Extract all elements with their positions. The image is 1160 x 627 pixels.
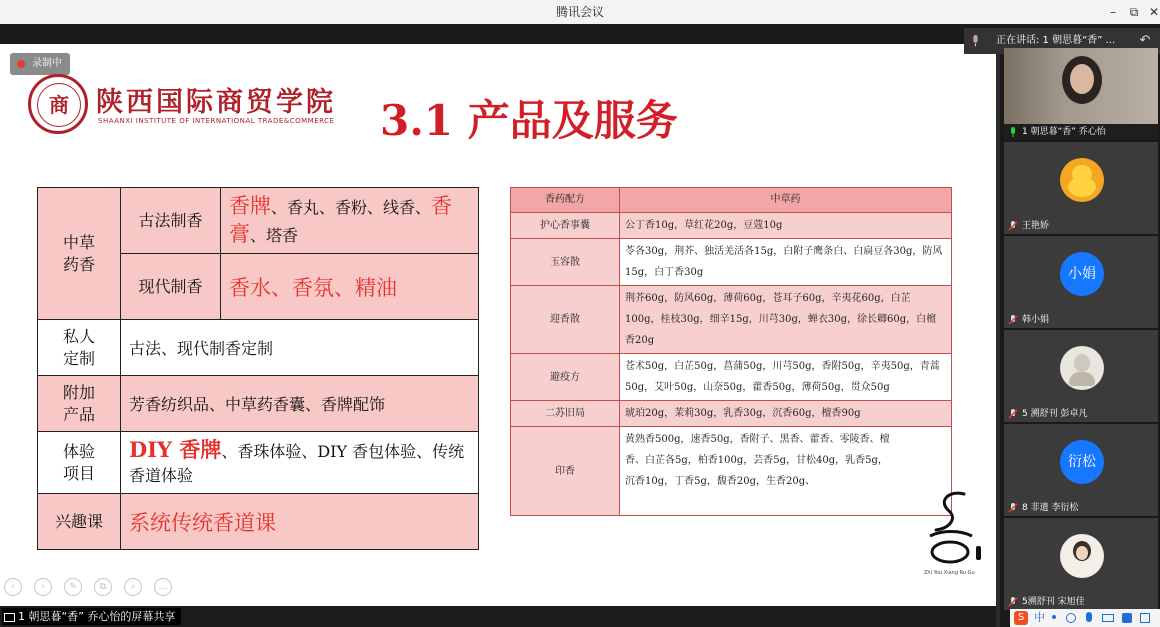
formula-herbs: 公丁香10g，草红花20g，豆蔻10g — [620, 213, 952, 239]
participant-name: 韩小娟 — [1022, 315, 1050, 325]
participant-label — [1004, 406, 1158, 422]
school-seal — [28, 74, 88, 134]
photo-avatar — [1060, 534, 1104, 578]
share-bottom-bar — [0, 606, 996, 627]
formula-name: 印香 — [511, 427, 620, 516]
speaker-face — [1070, 64, 1094, 94]
toolbox-icon[interactable] — [1140, 613, 1150, 623]
recording-indicator[interactable] — [10, 53, 70, 75]
slide-title: 3.1 产品及服务 — [380, 96, 678, 145]
modern-incense-label: 现代制香 — [121, 254, 221, 320]
category-experience — [38, 432, 121, 494]
category-experience-text: 体验项目 — [62, 441, 95, 483]
formula-name: 玉容散 — [511, 239, 620, 286]
participant-name: 5 溯舒刊 彭卓凡 — [1022, 409, 1088, 419]
minimize-button[interactable]: – — [1110, 5, 1116, 19]
mic-active-icon — [1008, 127, 1018, 137]
keyboard-icon[interactable] — [1102, 614, 1114, 622]
participant-name: 8 非遗 李衍松 — [1022, 503, 1079, 513]
ancient-incense-label: 古法制香 — [121, 188, 221, 254]
ancient-items-tail: 、塔香 — [250, 225, 299, 245]
formula-name: 护心香事囊 — [511, 213, 620, 239]
participant-name: 王艳娇 — [1022, 221, 1050, 231]
text-avatar: 小娟 — [1060, 252, 1104, 296]
title-bar — [0, 0, 1160, 24]
formula-herbs: 黄熟香500g，速香50g，香附子、黑香、藿香、零陵香、檀香、白芷各5g，柏香100g，芸香5g，甘松40g，乳香5g，沉香10g，丁香5g，馥香20g，生香20g、 — [620, 427, 952, 516]
diy-xiangpai-highlight: DIY 香牌 — [129, 436, 222, 462]
school-name: 陕西国际商贸学院 — [96, 87, 336, 118]
record-dot-icon — [17, 60, 25, 68]
formula-herbs: 琥珀20g，茉莉30g，乳香30g，沉香60g，檀香90g — [620, 401, 952, 427]
formula-name: 避疫方 — [511, 354, 620, 401]
header-formula: 香药配方 — [511, 188, 620, 213]
formula-name: 迎香散 — [511, 286, 620, 354]
share-screen-icon — [4, 613, 15, 622]
participant-tile[interactable] — [1004, 424, 1158, 516]
participant-label — [1004, 124, 1158, 140]
formula-herbs: 苍术50g，白芷50g，菖蒲50g，川芎50g，香附50g，辛夷50g，青蒿50g，艾叶50g，山奈50g，藿香50g，薄荷50g，贯众50g — [620, 354, 952, 401]
participant-tile[interactable] — [1004, 518, 1158, 610]
text-avatar: 衍松 — [1060, 440, 1104, 484]
input-method-tray — [1010, 609, 1160, 627]
category-addon-text: 附加产品 — [62, 382, 95, 424]
products-table — [37, 187, 479, 550]
emoji-icon[interactable] — [1066, 613, 1076, 623]
addon-products-text: 芳香纺织品、中草药香囊、香牌配饰 — [121, 376, 479, 432]
participant-tile[interactable] — [1004, 330, 1158, 422]
table-header-row — [511, 188, 952, 213]
herbal-formula-table — [510, 187, 952, 516]
mic-icon — [971, 35, 980, 47]
duck-avatar — [1060, 158, 1104, 202]
brand-caption: Zhi You Xiang Ru Gu — [924, 570, 975, 576]
ancient-items-mid: 、香丸、香粉、线香、 — [271, 197, 432, 217]
formula-herbs: 苓各30g，荆芥、独活羌活各15g，白附子鹰条白、白扁豆各30g，防风15g，白丁香30g — [620, 239, 952, 286]
experience-items-tail: 、香珠体验、DIY 香包体验、传统香道体验 — [129, 441, 465, 485]
modern-incense-items — [221, 254, 479, 320]
table-row — [511, 354, 952, 401]
restore-button[interactable]: ⧉ — [1129, 5, 1139, 19]
participant-name: 1 朝思暮“香” 乔心怡 — [1022, 127, 1106, 137]
brand-mark — [920, 484, 984, 584]
mic-muted-icon — [1008, 409, 1018, 419]
xianggao-highlight: 香膏 — [229, 193, 453, 246]
back-icon[interactable]: ↶ — [1139, 33, 1151, 48]
screen-share-label — [2, 608, 181, 625]
incense-brand-icon — [920, 484, 984, 570]
category-private — [38, 320, 121, 376]
category-herbal — [38, 188, 121, 320]
header-herbs: 中草药 — [620, 188, 952, 213]
prev-slide-icon[interactable]: ‹ — [4, 578, 22, 596]
category-private-text: 私人定制 — [62, 326, 95, 368]
table-row — [511, 427, 952, 516]
table-row — [511, 286, 952, 354]
table-row — [511, 401, 952, 427]
share-top-bar — [0, 24, 1000, 44]
shared-slide — [0, 44, 996, 606]
school-english-name: SHAANXI INSTITUTE OF INTERNATIONAL TRADE&COMMERCE — [98, 117, 335, 125]
share-label-text: 1 朝思暮“香” 乔心怡的屏幕共享 — [18, 610, 176, 623]
participant-tile[interactable] — [1004, 142, 1158, 234]
participant-label — [1004, 312, 1158, 328]
zoom-icon[interactable]: ⌕ — [124, 578, 142, 596]
category-herbal-text: 中草药香 — [62, 232, 95, 274]
speaking-text: 正在讲话: 1 朝思暮“香” ... — [996, 35, 1116, 46]
participant-tile[interactable] — [1004, 48, 1158, 140]
mic-muted-icon — [1008, 597, 1018, 607]
participant-tile[interactable] — [1004, 236, 1158, 328]
sogou-logo-icon[interactable]: S — [1014, 611, 1028, 625]
next-slide-icon[interactable]: › — [34, 578, 52, 596]
xiangpai-highlight: 香牌 — [229, 193, 271, 218]
participant-label — [1004, 594, 1158, 610]
category-addon — [38, 376, 121, 432]
language-toggle[interactable]: 中 — [1034, 611, 1045, 624]
mic-muted-icon — [1008, 503, 1018, 513]
course-text — [121, 494, 479, 550]
participant-name: 5溯舒刊 宋旭佳 — [1022, 597, 1085, 607]
more-icon[interactable]: … — [154, 578, 172, 596]
ancient-incense-items — [221, 188, 479, 254]
course-highlight: 系统传统香道课 — [129, 510, 276, 535]
pen-icon[interactable]: ✎ — [64, 578, 82, 596]
category-course: 兴趣课 — [38, 494, 121, 550]
experience-items — [121, 432, 479, 494]
participant-label — [1004, 218, 1158, 234]
close-button[interactable]: ✕ — [1148, 5, 1160, 19]
punctuation-icon[interactable] — [1052, 615, 1056, 619]
window-title: 腾讯会议 — [555, 5, 604, 19]
school-seal-glyph: 商 — [37, 83, 81, 127]
mic-muted-icon — [1008, 315, 1018, 325]
photo-avatar — [1060, 346, 1104, 390]
participant-label — [1004, 500, 1158, 516]
slides-icon[interactable]: ⧉ — [94, 578, 112, 596]
private-custom-text: 古法、现代制香定制 — [121, 320, 479, 376]
table-row — [511, 213, 952, 239]
modern-items-highlight: 香水、香氛、精油 — [229, 275, 397, 300]
voice-icon[interactable] — [1086, 612, 1092, 622]
formula-name: 二苏旧局 — [511, 401, 620, 427]
skin-icon[interactable] — [1122, 613, 1132, 623]
recording-label: 录制中 — [32, 58, 62, 69]
formula-herbs: 荆芥60g，防风60g，薄荷60g，苍耳子60g，辛夷花60g，白芷100g，桂枝30g，细辛15g，川芎30g，蝉衣30g，徐长卿60g，白檀香20g — [620, 286, 952, 354]
mic-muted-icon — [1008, 221, 1018, 231]
table-row — [511, 239, 952, 286]
